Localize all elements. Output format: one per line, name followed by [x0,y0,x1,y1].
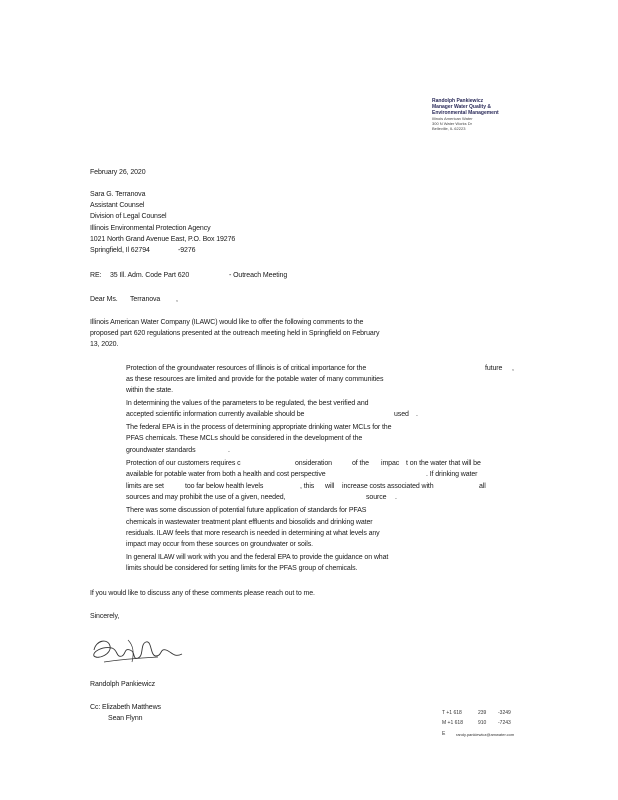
bullet-4-line-1e: t on the water that will be [406,460,481,467]
intro-line-1: Illinois American Water Company (ILAWC) would like to offer the following comments to the [90,319,364,326]
bullet-1-line-2: as these resources are limited and provide for the potable water of many communities [126,376,384,383]
letter-date: February 26, 2020 [90,169,146,176]
closing-line: If you would like to discuss any of these comments please reach out to me. [90,590,315,597]
bullet-6-line-1: In general ILAW will work with you and the federal EPA to provide the guidance on what [126,554,389,561]
sender-block [432,98,499,131]
cc-line: Cc: Elizabeth Matthews [90,704,161,711]
bullet-4-line-3b: too far below health levels [185,483,264,490]
bullet-4-line-2b: . If drinking water [426,471,478,478]
bullet-4-line-1d: impac [381,460,400,467]
bullet-4-line-3f: all [479,483,486,490]
bullet-5-line-2: chemicals in wastewater treatment plant effluents and biosolids and drinking water [126,519,373,526]
recipient-agency: Illinois Environmental Protection Agency [90,225,211,232]
bullet-1-future: future [485,365,503,372]
phone-mid: 239 [478,710,487,716]
sender-title-2: Environmental Management [432,110,499,116]
bullet-4-line-2a: available for potable water from both a health and cost perspective [126,471,326,478]
intro-line-2: proposed part 620 regulations presented at the outreach meeting held in Springfield on February [90,330,380,337]
cc-second: Sean Flynn [108,715,143,722]
bullet-1-comma: , [512,365,514,372]
email-label: E [442,731,446,737]
bullet-2-line-1: In determining the values of the parameters to be regulated, the best verified and [126,400,369,407]
recipient-division: Division of Legal Counsel [90,213,167,220]
salutation-dear: Dear Ms. [90,296,118,303]
signature-drawing [88,632,188,672]
recipient-zip-tail: -9276 [178,247,196,254]
contact-email [442,731,592,739]
mobile-mid: 910 [478,720,487,726]
recipient-title: Assistant Counsel [90,202,145,209]
bullet-5-line-3: residuals. ILAW feels that more research is needed in determining at what levels any [126,530,380,537]
bullet-2-dot: . [416,411,418,418]
intro-line-3: 13, 2020. [90,341,119,348]
contact-phone [442,710,592,718]
sender-company: Illinois American Water [432,116,473,121]
bullet-3-line-1: The federal EPA is in the process of determining appropriate drinking water MCLs for the [126,424,392,431]
bullet-4-line-3e: increase costs associated with [342,483,434,490]
bullet-4-line-4c: . [395,494,397,501]
recipient-street: 1021 North Grand Avenue East, P.O. Box 19276 [90,236,236,243]
phone-end: -3249 [498,710,511,716]
bullet-1-line-3: within the state. [126,387,173,394]
bullet-1-line-1: Protection of the groundwater resources of Illinois is of critical importance for the [126,365,367,372]
bullet-4-line-4b: source [366,494,387,501]
bullet-3-dot: . [228,447,230,454]
contact-mobile [442,720,592,728]
bullet-2-line-2: accepted scientific information currently available should be [126,411,305,418]
recipient-city: Springfield, Il 62794 [90,247,150,254]
bullet-4-line-1b: onsideration [295,460,332,467]
bullet-5-line-4: impact may occur from these sources on groundwater or soils. [126,541,313,548]
re-code: 35 Ill. Adm. Code Part 620 [110,272,190,279]
re-suffix: - Outreach Meeting [229,272,288,279]
bullet-4-line-4a: sources and may prohibit the use of a given, needed, [126,494,286,501]
salutation-comma: , [176,296,178,303]
bullet-4-line-1a: Protection of our customers requires c [126,460,241,467]
bullet-2-used: used [394,411,409,418]
re-label: RE: [90,272,102,279]
mobile-label: M +1 618 [442,720,463,726]
bullet-4-line-3c: , this [300,483,315,490]
bullet-3-line-3: groundwater standards [126,447,196,454]
phone-label: T +1 618 [442,710,462,716]
sincerely: Sincerely, [90,613,120,620]
sender-city: Belleville, IL 62223 [432,126,466,131]
bullet-3-line-2: PFAS chemicals. These MCLs should be considered in the development of the [126,435,363,442]
bullet-4-line-3d: will [325,483,335,490]
bullet-6-line-2: limits should be considered for setting limits for the PFAS group of chemicals. [126,565,358,572]
sender-street: 300 N Water Works Dr [432,121,473,126]
bullet-5-line-1: There was some discussion of potential future application of standards for PFAS [126,507,367,514]
email-address[interactable]: randy.pankiewicz@amwater.com [456,732,515,737]
bullet-4-line-3a: limits are set [126,483,164,490]
sender-title-1: Manager Water Quality & [432,104,491,110]
recipient-name: Sara G. Terranova [90,191,146,198]
salutation-name: Terranova [130,296,161,303]
bullet-4-line-1c: of the [352,460,369,467]
signer-name: Randolph Pankiewicz [90,681,156,688]
sender-name: Randolph Pankiewicz [432,98,484,104]
mobile-end: -7243 [498,720,511,726]
